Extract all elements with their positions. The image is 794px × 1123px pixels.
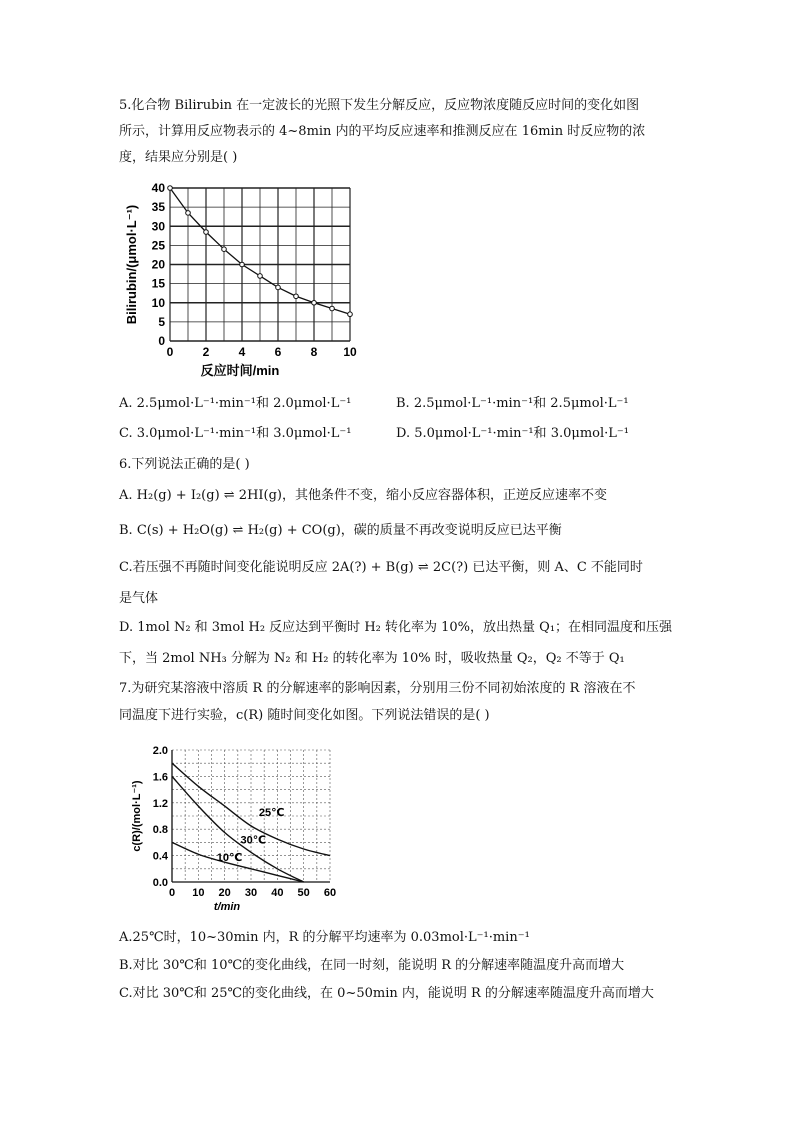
y-tick-label: 1.6 xyxy=(152,771,168,784)
x-tick-label: 50 xyxy=(297,887,310,899)
y-tick-label: 0.0 xyxy=(152,877,168,889)
y-tick-label: 5 xyxy=(158,314,165,329)
data-point xyxy=(348,312,353,317)
q5-option-a: A. 2.5μmol·L⁻¹·min⁻¹和 2.0μmol·L⁻¹ xyxy=(119,396,352,411)
y-tick-label: 25 xyxy=(151,238,165,253)
q7-stem-line-2: 同温度下进行实验，c(R) 随时间变化如图。下列说法错误的是( ) xyxy=(119,708,490,723)
y-axis-title: Bilirubin/(μmol·L⁻¹) xyxy=(124,204,139,325)
series-label-25c: 25℃ xyxy=(258,807,285,819)
data-point xyxy=(222,247,227,252)
q5-stem-line-1: 5.化合物 Bilirubin 在一定波长的光照下发生分解反应，反应物浓度随反应时间的变化如图 xyxy=(119,98,640,113)
x-tick-label: 6 xyxy=(274,345,282,359)
x-tick-label: 0 xyxy=(166,345,174,359)
concentration-chart xyxy=(128,740,348,924)
q5-stem-line-2: 所示，计算用反应物表示的 4~8min 内的平均反应速率和推测反应在 16min 时反应物的浓 xyxy=(119,124,646,139)
q7-option-b: B.对比 30℃和 10℃的变化曲线，在同一时刻，能说明 R 的分解速率随温度升高而增大 xyxy=(119,958,625,973)
y-axis-title: c(R)/(mol·L⁻¹) xyxy=(131,780,143,852)
x-tick-label: 30 xyxy=(244,887,258,899)
y-tick-label: 10 xyxy=(151,295,165,310)
x-tick-label: 10 xyxy=(192,887,205,899)
q6-option-b: B. C(s) + H₂O(g) ⇌ H₂(g) + CO(g)，碳的质量不再改变说明反应已达平衡 xyxy=(119,523,562,538)
data-point xyxy=(276,285,281,290)
x-tick-label: 60 xyxy=(323,887,337,899)
x-tick-label: 10 xyxy=(343,345,357,359)
q6-option-c-line-2: 是气体 xyxy=(119,591,159,606)
q6-option-d-line-1: D. 1mol N₂ 和 3mol H₂ 反应达到平衡时 H₂ 转化率为 10%，放出热量 Q₁；在相同温度和压强 xyxy=(119,620,673,635)
y-tick-label: 30 xyxy=(151,219,165,234)
data-point xyxy=(330,306,335,311)
x-axis-title: 反应时间/min xyxy=(200,363,280,378)
series-label-30c: 30℃ xyxy=(240,834,267,847)
q6-option-d-line-2: 下，当 2mol NH₃ 分解为 N₂ 和 H₂ 的转化率为 10% 时，吸收热量 Q₂，Q₂ 不等于 Q₁ xyxy=(119,651,625,666)
y-tick-label: 2.0 xyxy=(152,745,168,757)
q7-stem-line-1: 7.为研究某溶液中溶质 R 的分解速率的影响因素，分别用三份不同初始浓度的 R 溶液在不 xyxy=(119,681,636,696)
data-point xyxy=(240,262,245,267)
x-tick-label: 8 xyxy=(310,345,318,359)
x-tick-label: 40 xyxy=(271,887,284,899)
y-tick-label: 1.2 xyxy=(152,797,168,810)
q5-option-b: B. 2.5μmol·L⁻¹·min⁻¹和 2.5μmol·L⁻¹ xyxy=(396,396,629,411)
q7-option-c: C.对比 30℃和 25℃的变化曲线，在 0~50min 内，能说明 R 的分解速率随温度升高而增大 xyxy=(119,986,654,1001)
y-tick-label: 40 xyxy=(151,181,165,195)
series-label-10c: 10℃ xyxy=(216,851,243,864)
data-point xyxy=(258,274,263,279)
y-tick-label: 20 xyxy=(151,257,165,272)
y-tick-label: 0 xyxy=(158,334,165,348)
q7-option-a: A.25℃时，10~30min 内，R 的分解平均速率为 0.03mol·L⁻¹·min⁻¹ xyxy=(119,930,530,945)
q6-option-a: A. H₂(g) + I₂(g) ⇌ 2HI(g)，其他条件不变，缩小反应容器体积，正逆反应速率不变 xyxy=(119,488,608,503)
y-tick-label: 0.8 xyxy=(152,824,168,837)
data-point xyxy=(312,300,317,305)
x-axis-title: t/min xyxy=(213,901,241,913)
y-tick-label: 35 xyxy=(151,200,165,215)
q5-option-d: D. 5.0μmol·L⁻¹·min⁻¹和 3.0μmol·L⁻¹ xyxy=(396,426,629,441)
x-tick-label: 20 xyxy=(218,887,231,899)
x-tick-label: 4 xyxy=(238,345,246,359)
data-point xyxy=(204,230,209,235)
q6-stem: 6.下列说法正确的是( ) xyxy=(119,457,250,472)
q5-stem-line-3: 度，结果应分别是( ) xyxy=(119,150,238,165)
q5-option-c: C. 3.0μmol·L⁻¹·min⁻¹和 3.0μmol·L⁻¹ xyxy=(119,426,352,441)
data-point xyxy=(294,294,299,299)
x-tick-label: 0 xyxy=(168,887,176,899)
x-tick-label: 2 xyxy=(202,345,210,359)
data-point xyxy=(186,211,191,216)
data-point xyxy=(168,186,173,191)
y-tick-label: 15 xyxy=(151,276,165,291)
bilirubin-chart xyxy=(118,180,368,384)
q6-option-c-line-1: C.若压强不再随时间变化能说明反应 2A(?) + B(g) ⇌ 2C(?) 已达平衡，则 A、C 不能同时 xyxy=(119,560,643,575)
y-tick-label: 0.4 xyxy=(152,850,168,863)
